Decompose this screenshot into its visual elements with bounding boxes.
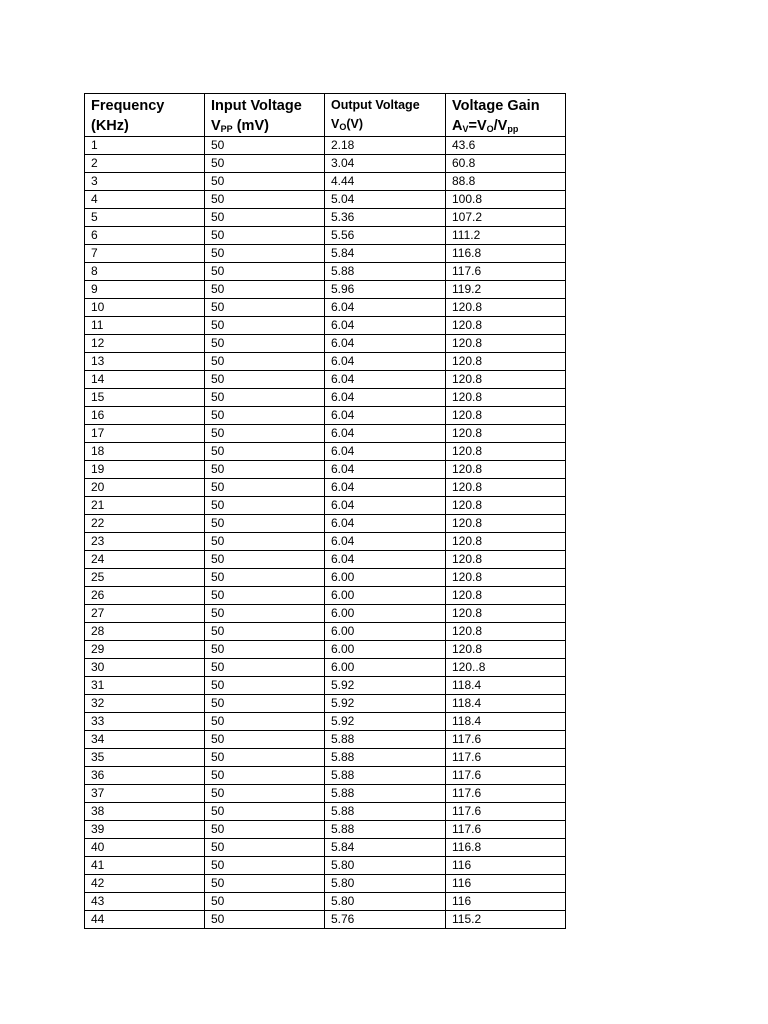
cell-output-voltage: 5.92 xyxy=(325,677,446,695)
header-input-voltage-subscript: PP xyxy=(220,124,233,134)
cell-frequency: 44 xyxy=(85,911,205,929)
cell-output-voltage: 3.04 xyxy=(325,155,446,173)
cell-frequency: 11 xyxy=(85,317,205,335)
cell-frequency: 24 xyxy=(85,551,205,569)
table-row xyxy=(85,659,566,677)
cell-voltage-gain: 120.8 xyxy=(446,641,566,659)
cell-output-voltage: 6.04 xyxy=(325,551,446,569)
cell-frequency: 14 xyxy=(85,371,205,389)
header-gain-subscript: V xyxy=(462,124,469,134)
cell-input-voltage: 50 xyxy=(205,209,325,227)
cell-frequency: 17 xyxy=(85,425,205,443)
cell-frequency: 8 xyxy=(85,263,205,281)
cell-output-voltage: 2.18 xyxy=(325,137,446,155)
cell-voltage-gain: 120.8 xyxy=(446,425,566,443)
cell-voltage-gain: 120.8 xyxy=(446,569,566,587)
cell-voltage-gain: 117.6 xyxy=(446,803,566,821)
table-row xyxy=(85,839,566,857)
cell-input-voltage: 50 xyxy=(205,371,325,389)
cell-frequency: 19 xyxy=(85,461,205,479)
cell-output-voltage: 6.00 xyxy=(325,587,446,605)
cell-frequency: 30 xyxy=(85,659,205,677)
cell-frequency: 18 xyxy=(85,443,205,461)
table-row xyxy=(85,443,566,461)
header-input-voltage xyxy=(205,94,325,137)
cell-output-voltage: 5.88 xyxy=(325,785,446,803)
cell-frequency: 28 xyxy=(85,623,205,641)
cell-output-voltage: 5.88 xyxy=(325,821,446,839)
table-row xyxy=(85,155,566,173)
cell-frequency: 39 xyxy=(85,821,205,839)
table-row xyxy=(85,641,566,659)
table-row xyxy=(85,785,566,803)
cell-input-voltage: 50 xyxy=(205,695,325,713)
cell-output-voltage: 5.80 xyxy=(325,893,446,911)
table-row xyxy=(85,749,566,767)
header-row xyxy=(85,94,566,137)
cell-voltage-gain: 117.6 xyxy=(446,821,566,839)
cell-output-voltage: 5.88 xyxy=(325,749,446,767)
cell-input-voltage: 50 xyxy=(205,875,325,893)
cell-voltage-gain: 118.4 xyxy=(446,677,566,695)
cell-input-voltage: 50 xyxy=(205,767,325,785)
table-row xyxy=(85,173,566,191)
cell-input-voltage: 50 xyxy=(205,857,325,875)
cell-voltage-gain: 88.8 xyxy=(446,173,566,191)
header-gain-pp-subscript: pp xyxy=(507,124,519,134)
cell-output-voltage: 5.88 xyxy=(325,803,446,821)
cell-output-voltage: 6.00 xyxy=(325,569,446,587)
table-row xyxy=(85,713,566,731)
cell-output-voltage: 5.84 xyxy=(325,245,446,263)
table-row xyxy=(85,461,566,479)
cell-output-voltage: 6.04 xyxy=(325,533,446,551)
table-row xyxy=(85,299,566,317)
table-row xyxy=(85,623,566,641)
cell-voltage-gain: 120.8 xyxy=(446,605,566,623)
cell-frequency: 42 xyxy=(85,875,205,893)
cell-frequency: 37 xyxy=(85,785,205,803)
cell-output-voltage: 6.04 xyxy=(325,353,446,371)
cell-input-voltage: 50 xyxy=(205,263,325,281)
cell-frequency: 13 xyxy=(85,353,205,371)
cell-input-voltage: 50 xyxy=(205,245,325,263)
cell-frequency: 22 xyxy=(85,515,205,533)
cell-voltage-gain: 120.8 xyxy=(446,461,566,479)
table-body xyxy=(85,137,566,929)
cell-input-voltage: 50 xyxy=(205,317,325,335)
cell-voltage-gain: 120.8 xyxy=(446,299,566,317)
table-row xyxy=(85,353,566,371)
header-frequency-line2: (KHz) xyxy=(91,118,129,134)
cell-voltage-gain: 115.2 xyxy=(446,911,566,929)
header-gain-equals: =V xyxy=(468,118,487,134)
cell-frequency: 26 xyxy=(85,587,205,605)
header-output-voltage xyxy=(325,94,446,137)
cell-voltage-gain: 117.6 xyxy=(446,263,566,281)
table-row xyxy=(85,371,566,389)
cell-output-voltage: 6.04 xyxy=(325,407,446,425)
table-row xyxy=(85,857,566,875)
table-row xyxy=(85,695,566,713)
cell-output-voltage: 5.80 xyxy=(325,857,446,875)
cell-frequency: 38 xyxy=(85,803,205,821)
header-gain-symbol: A xyxy=(452,118,463,134)
cell-voltage-gain: 116 xyxy=(446,893,566,911)
cell-voltage-gain: 120.8 xyxy=(446,389,566,407)
cell-frequency: 7 xyxy=(85,245,205,263)
cell-frequency: 5 xyxy=(85,209,205,227)
cell-voltage-gain: 118.4 xyxy=(446,713,566,731)
cell-input-voltage: 50 xyxy=(205,623,325,641)
cell-voltage-gain: 120.8 xyxy=(446,371,566,389)
cell-voltage-gain: 111.2 xyxy=(446,227,566,245)
cell-input-voltage: 50 xyxy=(205,389,325,407)
table-row xyxy=(85,227,566,245)
table-row xyxy=(85,551,566,569)
table-row xyxy=(85,731,566,749)
cell-input-voltage: 50 xyxy=(205,659,325,677)
cell-output-voltage: 6.04 xyxy=(325,425,446,443)
cell-input-voltage: 50 xyxy=(205,551,325,569)
cell-frequency: 29 xyxy=(85,641,205,659)
cell-voltage-gain: 119.2 xyxy=(446,281,566,299)
table-row xyxy=(85,425,566,443)
cell-frequency: 3 xyxy=(85,173,205,191)
header-input-voltage-line1: Input Voltage xyxy=(211,98,302,114)
cell-input-voltage: 50 xyxy=(205,173,325,191)
cell-output-voltage: 6.04 xyxy=(325,335,446,353)
cell-output-voltage: 6.04 xyxy=(325,497,446,515)
cell-frequency: 41 xyxy=(85,857,205,875)
cell-input-voltage: 50 xyxy=(205,749,325,767)
cell-output-voltage: 4.44 xyxy=(325,173,446,191)
cell-frequency: 40 xyxy=(85,839,205,857)
cell-input-voltage: 50 xyxy=(205,281,325,299)
table-row xyxy=(85,389,566,407)
cell-frequency: 15 xyxy=(85,389,205,407)
header-output-voltage-symbol: V xyxy=(331,117,340,131)
cell-output-voltage: 6.00 xyxy=(325,659,446,677)
cell-input-voltage: 50 xyxy=(205,425,325,443)
cell-input-voltage: 50 xyxy=(205,893,325,911)
cell-output-voltage: 6.04 xyxy=(325,515,446,533)
cell-input-voltage: 50 xyxy=(205,605,325,623)
cell-voltage-gain: 120.8 xyxy=(446,587,566,605)
table-row xyxy=(85,605,566,623)
cell-frequency: 12 xyxy=(85,335,205,353)
cell-frequency: 2 xyxy=(85,155,205,173)
table-row xyxy=(85,263,566,281)
table-row xyxy=(85,209,566,227)
cell-frequency: 32 xyxy=(85,695,205,713)
table-row xyxy=(85,587,566,605)
cell-voltage-gain: 116 xyxy=(446,875,566,893)
cell-voltage-gain: 120.8 xyxy=(446,515,566,533)
cell-output-voltage: 6.04 xyxy=(325,443,446,461)
cell-output-voltage: 5.80 xyxy=(325,875,446,893)
cell-voltage-gain: 120.8 xyxy=(446,479,566,497)
cell-output-voltage: 6.00 xyxy=(325,641,446,659)
cell-input-voltage: 50 xyxy=(205,911,325,929)
cell-output-voltage: 6.04 xyxy=(325,461,446,479)
cell-output-voltage: 5.88 xyxy=(325,767,446,785)
cell-output-voltage: 6.04 xyxy=(325,317,446,335)
table-row xyxy=(85,137,566,155)
cell-frequency: 27 xyxy=(85,605,205,623)
cell-frequency: 25 xyxy=(85,569,205,587)
cell-output-voltage: 5.76 xyxy=(325,911,446,929)
cell-input-voltage: 50 xyxy=(205,533,325,551)
cell-output-voltage: 5.96 xyxy=(325,281,446,299)
table-row xyxy=(85,335,566,353)
header-voltage-gain xyxy=(446,94,566,137)
data-table xyxy=(84,93,566,929)
table-row xyxy=(85,479,566,497)
cell-frequency: 36 xyxy=(85,767,205,785)
table-row xyxy=(85,911,566,929)
table-row xyxy=(85,497,566,515)
header-output-voltage-line1: Output Voltage xyxy=(331,98,420,112)
cell-output-voltage: 6.04 xyxy=(325,479,446,497)
cell-frequency: 10 xyxy=(85,299,205,317)
cell-voltage-gain: 120.8 xyxy=(446,533,566,551)
cell-output-voltage: 6.00 xyxy=(325,623,446,641)
cell-voltage-gain: 120.8 xyxy=(446,335,566,353)
header-input-voltage-symbol: V xyxy=(211,118,221,134)
cell-output-voltage: 5.36 xyxy=(325,209,446,227)
table-header xyxy=(85,94,566,137)
cell-output-voltage: 6.00 xyxy=(325,605,446,623)
cell-frequency: 1 xyxy=(85,137,205,155)
cell-input-voltage: 50 xyxy=(205,479,325,497)
header-input-voltage-unit: (mV) xyxy=(232,118,269,134)
table-row xyxy=(85,875,566,893)
table-row xyxy=(85,767,566,785)
cell-voltage-gain: 116.8 xyxy=(446,839,566,857)
header-frequency-line1: Frequency xyxy=(91,98,165,114)
cell-output-voltage: 5.04 xyxy=(325,191,446,209)
cell-input-voltage: 50 xyxy=(205,353,325,371)
cell-frequency: 4 xyxy=(85,191,205,209)
cell-frequency: 43 xyxy=(85,893,205,911)
cell-voltage-gain: 117.6 xyxy=(446,767,566,785)
header-output-voltage-unit: (V) xyxy=(346,117,364,131)
cell-voltage-gain: 117.6 xyxy=(446,785,566,803)
cell-voltage-gain: 120.8 xyxy=(446,353,566,371)
cell-voltage-gain: 120.8 xyxy=(446,443,566,461)
table-row xyxy=(85,569,566,587)
cell-voltage-gain: 120.8 xyxy=(446,407,566,425)
cell-input-voltage: 50 xyxy=(205,155,325,173)
cell-output-voltage: 5.84 xyxy=(325,839,446,857)
cell-output-voltage: 5.92 xyxy=(325,695,446,713)
cell-voltage-gain: 116.8 xyxy=(446,245,566,263)
cell-input-voltage: 50 xyxy=(205,731,325,749)
cell-voltage-gain: 117.6 xyxy=(446,731,566,749)
cell-frequency: 23 xyxy=(85,533,205,551)
cell-output-voltage: 5.88 xyxy=(325,263,446,281)
cell-frequency: 6 xyxy=(85,227,205,245)
table-row xyxy=(85,407,566,425)
cell-input-voltage: 50 xyxy=(205,785,325,803)
header-voltage-gain-line1: Voltage Gain xyxy=(452,98,540,114)
cell-input-voltage: 50 xyxy=(205,299,325,317)
cell-voltage-gain: 107.2 xyxy=(446,209,566,227)
cell-voltage-gain: 116 xyxy=(446,857,566,875)
table-row xyxy=(85,821,566,839)
table-row xyxy=(85,533,566,551)
cell-voltage-gain: 120..8 xyxy=(446,659,566,677)
table-row xyxy=(85,245,566,263)
cell-frequency: 34 xyxy=(85,731,205,749)
cell-input-voltage: 50 xyxy=(205,335,325,353)
table-row xyxy=(85,317,566,335)
cell-input-voltage: 50 xyxy=(205,407,325,425)
cell-input-voltage: 50 xyxy=(205,461,325,479)
cell-voltage-gain: 100.8 xyxy=(446,191,566,209)
cell-voltage-gain: 120.8 xyxy=(446,497,566,515)
cell-input-voltage: 50 xyxy=(205,137,325,155)
cell-voltage-gain: 120.8 xyxy=(446,317,566,335)
cell-input-voltage: 50 xyxy=(205,803,325,821)
cell-frequency: 31 xyxy=(85,677,205,695)
cell-output-voltage: 5.88 xyxy=(325,731,446,749)
cell-voltage-gain: 118.4 xyxy=(446,695,566,713)
table-row xyxy=(85,191,566,209)
cell-voltage-gain: 60.8 xyxy=(446,155,566,173)
table-row xyxy=(85,281,566,299)
cell-output-voltage: 6.04 xyxy=(325,389,446,407)
cell-input-voltage: 50 xyxy=(205,713,325,731)
header-gain-divide: /V xyxy=(493,118,508,134)
table-row xyxy=(85,677,566,695)
cell-input-voltage: 50 xyxy=(205,443,325,461)
cell-input-voltage: 50 xyxy=(205,227,325,245)
cell-input-voltage: 50 xyxy=(205,821,325,839)
cell-frequency: 21 xyxy=(85,497,205,515)
header-output-voltage-subscript: O xyxy=(339,122,347,132)
table-row xyxy=(85,803,566,821)
table-row xyxy=(85,515,566,533)
cell-input-voltage: 50 xyxy=(205,191,325,209)
cell-voltage-gain: 120.8 xyxy=(446,551,566,569)
cell-frequency: 35 xyxy=(85,749,205,767)
cell-input-voltage: 50 xyxy=(205,677,325,695)
cell-output-voltage: 6.04 xyxy=(325,299,446,317)
cell-input-voltage: 50 xyxy=(205,497,325,515)
cell-frequency: 33 xyxy=(85,713,205,731)
cell-output-voltage: 5.92 xyxy=(325,713,446,731)
cell-voltage-gain: 43.6 xyxy=(446,137,566,155)
cell-input-voltage: 50 xyxy=(205,515,325,533)
cell-output-voltage: 6.04 xyxy=(325,371,446,389)
cell-voltage-gain: 120.8 xyxy=(446,623,566,641)
cell-frequency: 20 xyxy=(85,479,205,497)
cell-input-voltage: 50 xyxy=(205,587,325,605)
cell-frequency: 9 xyxy=(85,281,205,299)
cell-input-voltage: 50 xyxy=(205,569,325,587)
cell-frequency: 16 xyxy=(85,407,205,425)
cell-output-voltage: 5.56 xyxy=(325,227,446,245)
header-frequency xyxy=(85,94,205,137)
cell-voltage-gain: 117.6 xyxy=(446,749,566,767)
table-row xyxy=(85,893,566,911)
cell-input-voltage: 50 xyxy=(205,839,325,857)
header-gain-output-subscript: O xyxy=(486,124,494,134)
cell-input-voltage: 50 xyxy=(205,641,325,659)
